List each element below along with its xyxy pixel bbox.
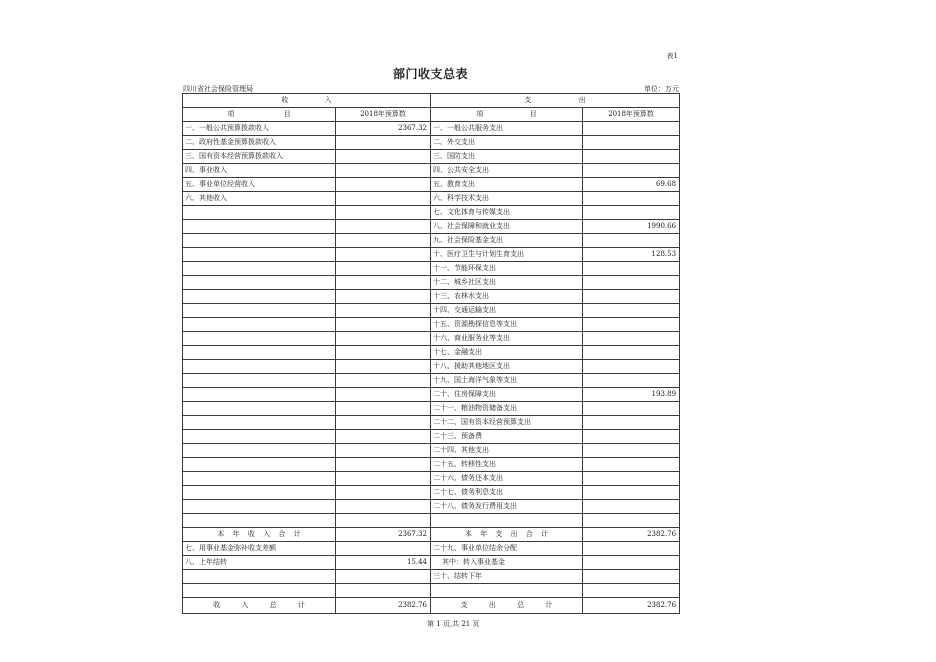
income-item-cell [183, 584, 336, 598]
expense-item-cell: 三、国防支出 [431, 150, 583, 164]
expense-amount-cell [583, 514, 680, 528]
table-row [183, 500, 680, 514]
income-item-cell [183, 206, 336, 220]
income-amount-cell [336, 318, 431, 332]
expense-amount-cell [583, 542, 680, 556]
income-item-cell: 六、其他收入 [183, 192, 336, 206]
income-amount-cell [336, 458, 431, 472]
income-amount-cell [336, 388, 431, 402]
income-item-cell [183, 486, 336, 500]
page-title: 部门收支总表 [392, 67, 468, 81]
income-amount-cell [336, 290, 431, 304]
table-number: 表1 [666, 52, 678, 60]
expense-amount-cell [583, 472, 680, 486]
income-item-cell: 七、用事业基金弥补收支差额 [183, 542, 336, 556]
income-amount-cell [336, 542, 431, 556]
expense-amount-cell [583, 360, 680, 374]
expense-item-cell: 二十六、债务还本支出 [431, 472, 583, 486]
expense-item-cell: 其中：转入事业基金 [431, 556, 583, 570]
income-item-cell: 二、政府性基金预算拨款收入 [183, 136, 336, 150]
expense-total-label: 支 出 总 计 [431, 598, 583, 614]
expense-amount-cell [583, 206, 680, 220]
income-amount-cell [336, 276, 431, 290]
income-amount-cell [336, 584, 431, 598]
expense-amount-cell [583, 276, 680, 290]
income-item-cell [183, 346, 336, 360]
income-amount-cell [336, 262, 431, 276]
expense-amount-cell [583, 332, 680, 346]
expense-item-cell: 十五、资源勘探信息等支出 [431, 318, 583, 332]
income-item-cell [183, 500, 336, 514]
table-row [183, 178, 680, 192]
expense-amount-cell [583, 150, 680, 164]
income-amount-cell [336, 164, 431, 178]
income-section-header: 收 入 [183, 94, 431, 108]
expense-item-cell: 二十一、粮油物资储备支出 [431, 402, 583, 416]
income-amount-cell [336, 192, 431, 206]
expense-total-amount: 2382.76 [583, 598, 680, 614]
expense-amount-cell [583, 416, 680, 430]
table-row [183, 220, 680, 234]
table-row [183, 164, 680, 178]
table-row [183, 444, 680, 458]
expense-item-cell: 二十二、国有资本经营预算支出 [431, 416, 583, 430]
expense-item-cell: 八、社会保障和就业支出 [431, 220, 583, 234]
income-amount-cell [336, 234, 431, 248]
income-item-cell: 三、国有资本经营预算拨款收入 [183, 150, 336, 164]
income-item-cell [183, 290, 336, 304]
grand-total-row [183, 598, 680, 614]
table-row [183, 388, 680, 402]
income-amount-cell [336, 220, 431, 234]
expense-item-cell: 十八、援助其他地区支出 [431, 360, 583, 374]
table-row [183, 402, 680, 416]
expense-amount-cell [583, 234, 680, 248]
budget-summary-table [182, 93, 680, 614]
income-amount-cell [336, 150, 431, 164]
table-row [183, 514, 680, 528]
income-item-cell [183, 318, 336, 332]
unit-name: 四川省社会保险管理局 [183, 85, 253, 93]
expense-section-header: 支 出 [431, 94, 680, 108]
income-amount-cell [336, 136, 431, 150]
expense-item-cell: 五、教育支出 [431, 178, 583, 192]
table-row [183, 318, 680, 332]
expense-item-cell: 十、医疗卫生与计划生育支出 [431, 248, 583, 262]
table-row [183, 458, 680, 472]
table-row [183, 472, 680, 486]
expense-item-cell: 十三、农林水支出 [431, 290, 583, 304]
page-number: 第 1 页,共 21 页 [427, 620, 480, 628]
income-item-cell [183, 304, 336, 318]
table-row [183, 206, 680, 220]
expense-amount-cell [583, 570, 680, 584]
income-item-cell: 八、上年结转 [183, 556, 336, 570]
table-row [183, 360, 680, 374]
expense-item-cell: 六、科学技术支出 [431, 192, 583, 206]
income-amount-cell: 2367.32 [336, 122, 431, 136]
subtotal-row [183, 528, 680, 542]
expense-amount-cell [583, 458, 680, 472]
expense-amount-cell: 193.89 [583, 388, 680, 402]
income-amount-cell [336, 430, 431, 444]
expense-amount-cell [583, 122, 680, 136]
expense-item-cell: 二十五、转移性支出 [431, 458, 583, 472]
expense-item-cell: 二十四、其他支出 [431, 444, 583, 458]
table-row [183, 248, 680, 262]
income-item-cell: 一、一般公共预算拨款收入 [183, 122, 336, 136]
table-row [183, 150, 680, 164]
expense-amount-cell [583, 318, 680, 332]
income-amount-cell [336, 304, 431, 318]
income-subtotal-label: 本 年 收 入 合 计 [183, 528, 336, 542]
expense-item-cell: 七、文化体育与传媒支出 [431, 206, 583, 220]
income-amount-cell [336, 360, 431, 374]
income-item-cell [183, 430, 336, 444]
income-amount-cell [336, 416, 431, 430]
header-row-columns [183, 108, 680, 122]
expense-amount-cell [583, 486, 680, 500]
income-item-cell [183, 472, 336, 486]
table-row [183, 276, 680, 290]
expense-item-cell [431, 584, 583, 598]
expense-item-cell: 二十九、事业单位结余分配 [431, 542, 583, 556]
income-item-cell [183, 332, 336, 346]
table-row [183, 332, 680, 346]
income-item-header: 项 目 [183, 108, 336, 122]
table-row [183, 136, 680, 150]
expense-item-cell: 三十、结转下年 [431, 570, 583, 584]
income-amount-cell [336, 402, 431, 416]
expense-item-cell: 四、公共安全支出 [431, 164, 583, 178]
income-amount-cell [336, 248, 431, 262]
income-amount-cell [336, 500, 431, 514]
table-row [183, 234, 680, 248]
expense-item-cell: 二十七、债务利息支出 [431, 486, 583, 500]
income-amount-cell [336, 332, 431, 346]
table-row [183, 430, 680, 444]
expense-amount-cell [583, 374, 680, 388]
expense-amount-cell [583, 346, 680, 360]
income-item-cell: 五、事业单位经营收入 [183, 178, 336, 192]
income-item-cell [183, 514, 336, 528]
unit-label: 单位：万元 [644, 85, 679, 93]
expense-item-cell: 十四、交通运输支出 [431, 304, 583, 318]
income-item-cell [183, 374, 336, 388]
expense-amount-cell [583, 584, 680, 598]
expense-item-cell: 一、一般公共服务支出 [431, 122, 583, 136]
income-total-amount: 2382.76 [336, 598, 431, 614]
table-row [183, 304, 680, 318]
expense-item-cell: 十九、国土海洋气象等支出 [431, 374, 583, 388]
table-summary [183, 528, 680, 614]
income-item-cell [183, 402, 336, 416]
table-row [183, 346, 680, 360]
expense-amount-cell [583, 444, 680, 458]
income-amount-cell [336, 472, 431, 486]
income-subtotal-amount: 2367.32 [336, 528, 431, 542]
expense-amount-cell [583, 304, 680, 318]
income-amount-cell [336, 570, 431, 584]
expense-subtotal-amount: 2382.76 [583, 528, 680, 542]
table-row [183, 290, 680, 304]
table-row [183, 374, 680, 388]
table-row [183, 262, 680, 276]
income-item-cell [183, 262, 336, 276]
income-amount-cell [336, 514, 431, 528]
table-body [183, 122, 680, 528]
table-row [183, 556, 680, 570]
income-budget-header: 2018年预算数 [336, 108, 431, 122]
income-item-cell [183, 234, 336, 248]
income-amount-cell [336, 206, 431, 220]
expense-item-cell: 九、社会保险基金支出 [431, 234, 583, 248]
expense-item-cell: 二十八、债务发行费用支出 [431, 500, 583, 514]
table-row [183, 122, 680, 136]
expense-amount-cell [583, 262, 680, 276]
income-item-cell [183, 276, 336, 290]
expense-item-cell: 二、外交支出 [431, 136, 583, 150]
table-row [183, 542, 680, 556]
header-row-sections [183, 94, 680, 108]
expense-amount-cell [583, 500, 680, 514]
expense-item-cell: 十一、节能环保支出 [431, 262, 583, 276]
income-amount-cell: 15.44 [336, 556, 431, 570]
expense-amount-cell [583, 430, 680, 444]
expense-item-cell: 十二、城乡社区支出 [431, 276, 583, 290]
expense-amount-cell [583, 164, 680, 178]
expense-subtotal-label: 本 年 支 出 合 计 [431, 528, 583, 542]
expense-item-header: 项 目 [431, 108, 583, 122]
expense-item-cell: 十七、金融支出 [431, 346, 583, 360]
table-row [183, 570, 680, 584]
income-amount-cell [336, 346, 431, 360]
income-item-cell [183, 360, 336, 374]
income-amount-cell [336, 486, 431, 500]
expense-item-cell: 二十、住房保障支出 [431, 388, 583, 402]
expense-amount-cell [583, 290, 680, 304]
expense-item-cell: 十六、商业服务业等支出 [431, 332, 583, 346]
expense-amount-cell: 1990.66 [583, 220, 680, 234]
expense-amount-cell [583, 192, 680, 206]
income-item-cell [183, 458, 336, 472]
table-row [183, 486, 680, 500]
income-amount-cell [336, 374, 431, 388]
income-item-cell: 四、事业收入 [183, 164, 336, 178]
table-row [183, 584, 680, 598]
income-item-cell [183, 248, 336, 262]
table-row [183, 192, 680, 206]
expense-amount-cell: 69.68 [583, 178, 680, 192]
income-item-cell [183, 570, 336, 584]
income-item-cell [183, 444, 336, 458]
income-item-cell [183, 416, 336, 430]
income-amount-cell [336, 444, 431, 458]
income-item-cell [183, 220, 336, 234]
income-total-label: 收 入 总 计 [183, 598, 336, 614]
expense-budget-header: 2018年预算数 [583, 108, 680, 122]
table-row [183, 416, 680, 430]
expense-amount-cell [583, 556, 680, 570]
expense-amount-cell [583, 402, 680, 416]
income-amount-cell [336, 178, 431, 192]
income-item-cell [183, 388, 336, 402]
expense-item-cell [431, 514, 583, 528]
expense-amount-cell [583, 136, 680, 150]
expense-item-cell: 二十三、预备费 [431, 430, 583, 444]
expense-amount-cell: 128.53 [583, 248, 680, 262]
